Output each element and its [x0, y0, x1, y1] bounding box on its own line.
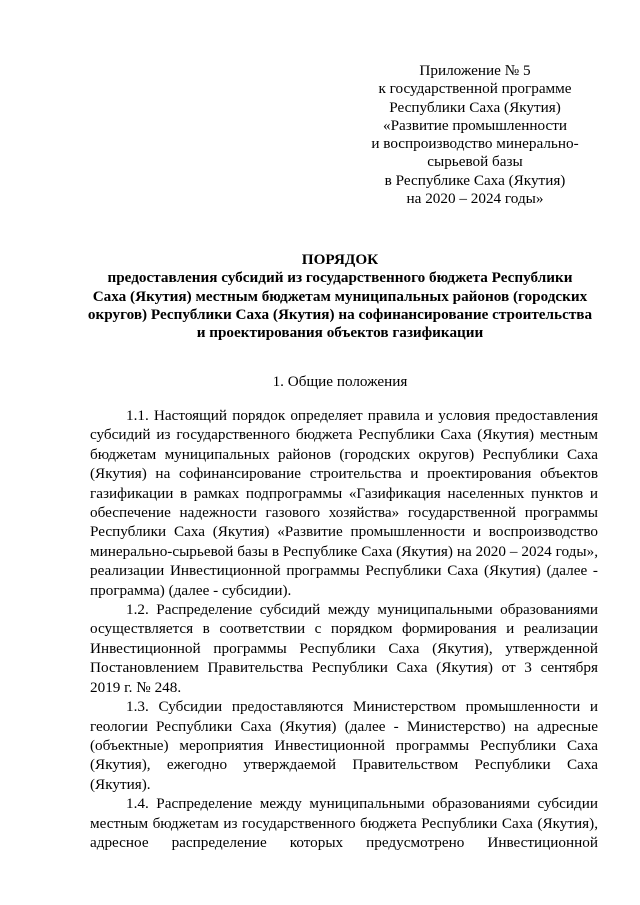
- title-line: Саха (Якутия) местным бюджетам муниципальных районов (городских: [92, 287, 588, 305]
- document-body: [90, 406, 598, 852]
- appendix-line: «Развитие промышленности: [383, 116, 567, 134]
- paragraph-1-3: 1.3. Субсидии предоставляются Министерством промышленности и геологии Республики Саха (Якутия) (далее - Министерство) на адресные (объектные) мероприятия Инвестиционной программы Республики Саха (Якутия), ежегодно утверждаемой Правительством Республики Саха (Якутия).: [90, 698, 598, 793]
- section-heading: 1. Общие положения: [272, 373, 408, 390]
- document-title: [70, 251, 610, 342]
- appendix-line: на 2020 – 2024 годы»: [406, 190, 544, 208]
- appendix-note: [340, 62, 610, 208]
- appendix-line: сырьевой базы: [427, 153, 523, 171]
- appendix-line: к государственной программе: [378, 80, 572, 98]
- title-line: предоставления субсидий из государственного бюджета Республики: [107, 269, 573, 287]
- title-line: округов) Республики Саха (Якутия) на софинансирование строительства: [87, 305, 593, 323]
- paragraph-1-2: 1.2. Распределение субсидий между муниципальными образованиями осуществляется в соответствии с порядком формирования и реализации Инвестиционной программы Республики Саха (Якутия), утвержденной Постановлением Правительства Республики Саха (Якутия) от 3 сентября 2019 г. № 248.: [90, 601, 598, 696]
- appendix-line: Республики Саха (Якутия): [389, 98, 561, 116]
- paragraph-1-1: 1.1. Настоящий порядок определяет правила и условия предоставления субсидий из государственного бюджета Республики Саха (Якутия) местным бюджетам муниципальных районов (городских округов) Республики Саха (Якутия) на софинансирование строительства и проектирования объектов газификации в рамках подпрограммы «Газификация населенных пунктов и обеспечение надежности газового хозяйства» государственной программы Республики Саха (Якутия) «Развитие промышленности и воспроизводство минерально-сырьевой базы в Республике Саха (Якутия) на 2020 – 2024 годы», реализации Инвестиционной программы Республики Саха (Якутия) (далее - программа) (далее - субсидии).: [90, 407, 598, 599]
- title-heading: ПОРЯДОК: [301, 251, 379, 268]
- appendix-line: в Республике Саха (Якутия): [384, 171, 566, 189]
- appendix-line: и воспроизводство минерально-: [371, 135, 579, 153]
- paragraph-1-4: 1.4. Распределение между муниципальными образованиями субсидии местным бюджетам из государственного бюджета Республики Саха (Якутия), адресное распределение которых предусмотрено Инвестиционной: [90, 795, 598, 851]
- title-line: и проектирования объектов газификации: [196, 324, 484, 342]
- appendix-line: Приложение № 5: [419, 62, 531, 79]
